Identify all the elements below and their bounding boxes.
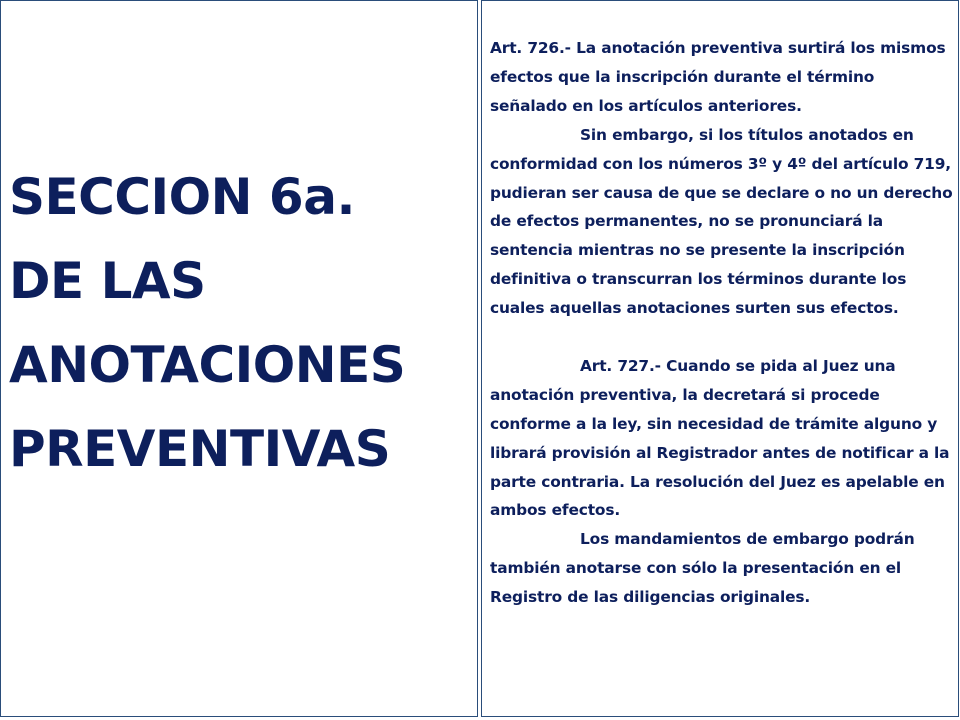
title-line-2: DE LAS <box>9 252 206 310</box>
title-line-1: SECCION 6a. <box>9 168 355 226</box>
article-panel <box>481 0 959 717</box>
article-726-second-paragraph: Sin embargo, si los títulos anotados en conformidad con los números 3º y 4º del artículo 719, pudieran ser causa de que se declare o no un derecho de efectos permanentes, no se pronunciará la sentencia mientras no se presente la inscripción definitiva o transcurran los términos durante los cuales aquellas anotaciones surten sus efectos. <box>490 125 953 318</box>
article-text <box>490 34 954 612</box>
article-727-paragraph: Art. 727.- Cuando se pida al Juez una anotación preventiva, la decretará si procede conforme a la ley, sin necesidad de trámite alguno y librará provisión al Registrador antes de notificar a la parte contraria. La resolución del Juez es apelable en ambos efectos. <box>490 356 950 520</box>
title-line-4: PREVENTIVAS <box>9 420 391 478</box>
title-panel <box>0 0 478 717</box>
article-726-paragraph: Art. 726.- La anotación preventiva surtirá los mismos efectos que la inscripción durante el término señalado en los artículos anteriores. <box>490 39 946 115</box>
section-title <box>9 155 475 491</box>
title-line-3: ANOTACIONES <box>9 336 406 394</box>
article-727-second-paragraph: Los mandamientos de embargo podrán también anotarse con sólo la presentación en el Registro de las diligencias originales. <box>490 530 915 607</box>
paragraph-gap <box>490 323 954 352</box>
